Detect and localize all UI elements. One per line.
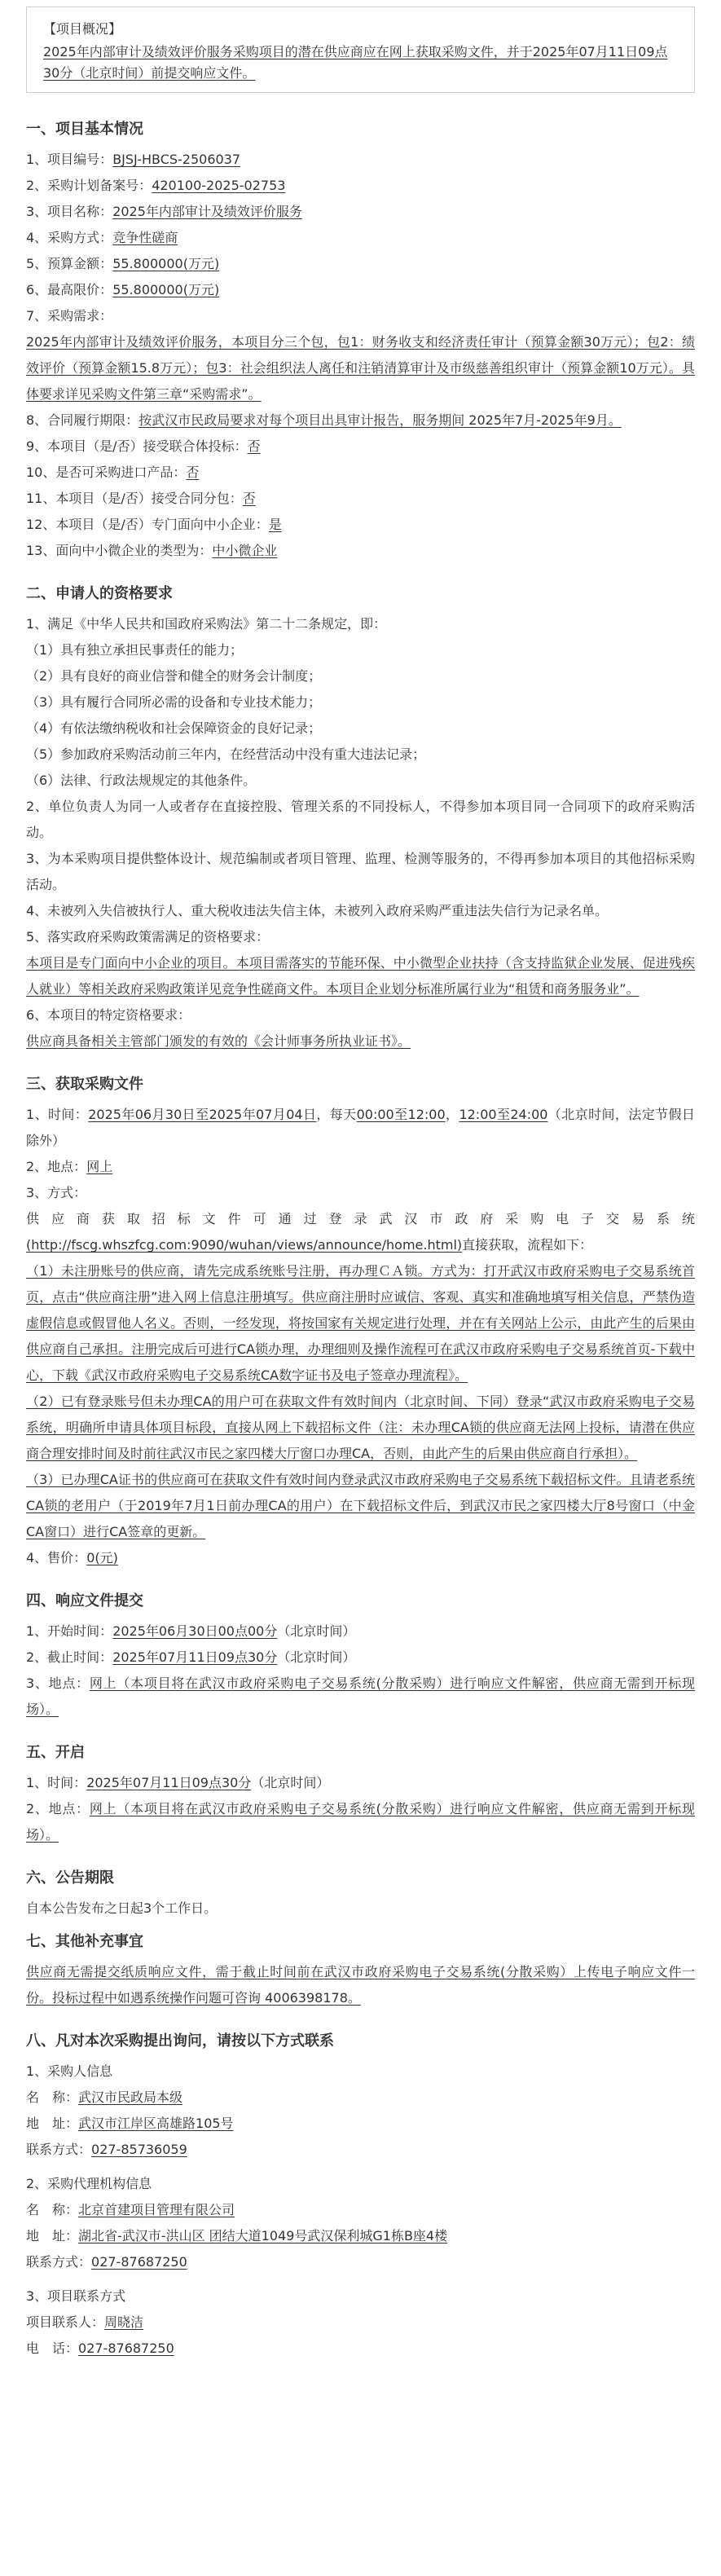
qualification-5: 5、落实政府采购政策需满足的资格要求： — [26, 929, 270, 945]
project-contact-phone: 027-87687250 — [78, 2340, 174, 2356]
section-heading-contacts: 八、凡对本次采购提出询问，请按以下方式联系 — [26, 2032, 334, 2050]
label: 6、最高限价： — [26, 282, 113, 297]
subcontract-line — [26, 486, 695, 512]
text: （北京时间） — [277, 1623, 356, 1639]
label: 1、时间： — [26, 1775, 87, 1790]
section-heading-other-matters: 七、其他补充事宜 — [26, 1933, 143, 1950]
label: 地 址： — [26, 2228, 79, 2244]
other-matters-text: 供应商无需提交纸质响应文件，需于截止时间前在武汉市政府采购电子交易系统(分散采购）上传电子响应文件一份。投标过程中如遇系统操作问题可咨询 4006398178。 — [26, 1964, 695, 2006]
qualification-1: 1、满足《中华人民共和国政府采购法》第二十二条规定，即： — [26, 616, 387, 632]
submission-start-line — [26, 1618, 695, 1645]
qualification-1-item: （5）参加政府采购活动前三年内，在经营活动中没有重大违法记录； — [26, 746, 426, 762]
agency-address-line — [26, 2223, 695, 2249]
label: 地 址： — [26, 2116, 79, 2131]
label: 5、预算金额： — [26, 256, 113, 271]
label: 13、面向中小微企业的类型为： — [26, 543, 213, 558]
qualification-6-detail: 供应商具备相关主管部门颁发的有效的《会计师事务所执业证书》。 — [26, 1033, 411, 1049]
opening-time-line — [26, 1770, 695, 1796]
project-number: BJSJ-HBCS-2506037 — [112, 152, 241, 167]
purchaser-name-line — [26, 2085, 695, 2111]
qualification-3: 3、为本采购项目提供整体设计、规范编制或者项目管理、监理、检测等服务的，不得再参加本项目的其他招标采购活动。 — [26, 851, 695, 892]
notice-period-text: 自本公告发布之日起3个工作日。 — [26, 1900, 218, 1916]
text: ，每天 — [316, 1107, 357, 1122]
contract-period-line — [26, 407, 695, 434]
opening-time: 2025年07月11日09点30分 — [86, 1775, 252, 1790]
system-url-link[interactable]: (http://fscg.whszfcg.com:9090/wuhan/views/announce/home.html) — [26, 1237, 463, 1253]
import-line — [26, 460, 695, 486]
sme-type: 中小微企业 — [212, 543, 278, 558]
spacer — [26, 2163, 695, 2171]
qualification-1-item: （3）具有履行合同所必需的设备和专业技术能力； — [26, 694, 322, 710]
budget-amount: 55.800000(万元) — [112, 256, 220, 271]
label: 名 称： — [26, 2202, 79, 2217]
method-step-1: （1）未注册账号的供应商，请先完成系统账号注册，再办理ＣＡ锁。方式为：打开武汉市政府采购电子交易系统首页，点击“供应商注册”进入网上信息注册填写。供应商注册时应诚信、客观、真实和准确地填写相关信息，严禁伪造虚假信息或假冒他人名义。否则，一经发现，将按国家有关规定进行处理，并在有关网站上公示，由此产生的后果由供应商自己承担。注册完成后可进行CA锁办理，办理细则及操作流程可在武汉市政府采购电子交易系统首页-下载中心，下载《武汉市政府采购电子交易系统CA数字证书及电子签章办理流程》。 — [26, 1263, 695, 1383]
qualification-1-item: （4）有依法缴纳税收和社会保障资金的良好记录； — [26, 720, 322, 736]
purchaser-phone: 027-85736059 — [91, 2142, 187, 2157]
label: 联系方式： — [26, 2142, 92, 2157]
label: 2、地点： — [26, 1801, 90, 1816]
purchaser-phone-line — [26, 2137, 695, 2163]
project-contact-phone-line — [26, 2336, 695, 2362]
section-heading-qualifications: 二、申请人的资格要求 — [26, 585, 173, 602]
method-step-3: （3）已办理CA证书的供应商可在获取文件有效时间内登录武汉市政府采购电子交易系统下载招标文件。且请老系统CA锁的老用户（于2019年7月1日前办理CA的用户）在下载招标文件后，到武汉市民之家四楼大厅8号窗口（中金CA窗口）进行CA签章的更新。 — [26, 1472, 695, 1539]
project-overview-box — [26, 7, 695, 93]
label: 9、本项目（是/否）接受联合体投标： — [26, 438, 248, 454]
qualification-4: 4、未被列入失信被执行人、重大税收违法失信主体，未被列入政府采购严重违法失信行为记录名单。 — [26, 903, 609, 918]
purchaser-info-title: 1、采购人信息 — [26, 2063, 113, 2079]
qualification-5-detail: 本项目是专门面向中小企业的项目。本项目需落实的节能环保、中小微型企业扶持（含支持监狱企业发展、促进残疾人就业）等相关政府采购政策详见竞争性磋商文件。本项目企业划分标准所属行业为“租赁和商务服务业”。 — [26, 955, 695, 997]
obtain-method-label: 3、方式： — [26, 1185, 87, 1200]
text: （北京时间） — [251, 1775, 330, 1790]
spacer — [26, 2275, 695, 2283]
procurement-method: 竞争性磋商 — [112, 230, 178, 245]
qualification-1-item: （1）具有独立承担民事责任的能力； — [26, 642, 244, 658]
submission-deadline-line — [26, 1645, 695, 1671]
document-price: 0(元) — [86, 1550, 118, 1565]
obtain-method-text: 供应商获取招标文件可通过登录武汉市政府采购电子交易系统 — [26, 1211, 695, 1226]
import-value: 否 — [186, 465, 200, 480]
overview-text: 2025年内部审计及绩效评价服务采购项目的潜在供应商应在网上获取采购文件，并于2025年07月11日09点30分（北京时间）前提交响应文件。 — [43, 44, 668, 81]
label: 2、截止时间： — [26, 1649, 113, 1665]
budget-line — [26, 251, 695, 277]
text: （北京时间） — [277, 1649, 356, 1665]
label: 12、本项目（是/否）专门面向中小企业： — [26, 517, 269, 532]
overview-title: 【项目概况】 — [43, 21, 122, 37]
qualification-1-item: （2）具有良好的商业信誉和健全的财务会计制度； — [26, 668, 322, 684]
consortium-line — [26, 434, 695, 460]
label: 10、是否可采购进口产品： — [26, 465, 187, 480]
section-heading-submission: 四、响应文件提交 — [26, 1592, 143, 1609]
label: 8、合同履行期限： — [26, 412, 139, 428]
sme-line — [26, 512, 695, 538]
submission-place: 网上（本项目将在武汉市政府采购电子交易系统(分散采购）进行响应文件解密，供应商无需到开标现场）。 — [26, 1676, 695, 1717]
purchaser-address: 武汉市江岸区高雄路105号 — [78, 2116, 234, 2131]
procurement-method-line — [26, 225, 695, 251]
label: 名 称： — [26, 2089, 79, 2105]
label: 电 话： — [26, 2340, 79, 2356]
plan-number-line — [26, 173, 695, 199]
obtain-time-morning: 00:00至12:00 — [356, 1107, 446, 1122]
demand-text: 2025年内部审计及绩效评价服务，本项目分三个包，包1：财务收支和经济责任审计（预算金额30万元）；包2：绩效评价（预算金额15.8万元）；包3：社会组织法人离任和注销清算审计及市级慈善组织审计（预算金额10万元）。具体要求详见采购文件第三章“采购需求”。 — [26, 334, 695, 402]
section-heading-basic-info: 一、项目基本情况 — [26, 121, 143, 138]
label: 11、本项目（是/否）接受合同分包： — [26, 491, 243, 506]
purchaser-address-line — [26, 2111, 695, 2137]
consortium-value: 否 — [247, 438, 261, 454]
method-step-2: （2）已有登录账号但未办理CA的用户可在获取文件有效时间内（北京时间、下同）登录“武汉市政府采购电子交易系统，明确所申请具体项目标段，直接从网上下载招标文件（注：未办理CA锁的供应商无法网上投标，请潜在供应商合理安排时间及时前往武汉市民之家四楼大厅窗口办理CA，否则，由此产生的后果由供应商自行承担）。 — [26, 1394, 695, 1461]
demand-label: 7、采购需求： — [26, 308, 113, 324]
label: 1、项目编号： — [26, 152, 113, 167]
submission-start-time: 2025年06月30日00点00分 — [112, 1623, 278, 1639]
price-line — [26, 1545, 695, 1571]
section-heading-notice-period: 六、公告期限 — [26, 1869, 114, 1887]
plan-number: 420100-2025-02753 — [152, 178, 286, 193]
obtain-place: 网上 — [86, 1159, 113, 1174]
section-heading-obtain-documents: 三、获取采购文件 — [26, 1076, 143, 1093]
label: 1、开始时间： — [26, 1623, 113, 1639]
project-name-line — [26, 199, 695, 225]
qualification-6: 6、本项目的特定资格要求： — [26, 1007, 191, 1023]
label: 3、项目名称： — [26, 204, 113, 219]
agency-phone-line — [26, 2249, 695, 2275]
text: （北京时间，法定节假日除外） — [26, 1107, 695, 1148]
sme-value: 是 — [268, 517, 282, 532]
project-name: 2025年内部审计及绩效评价服务 — [112, 204, 302, 219]
label: 2、采购计划备案号： — [26, 178, 152, 193]
agency-address: 湖北省-武汉市-洪山区 团结大道1049号武汉保利城G1栋B座4楼 — [78, 2228, 448, 2244]
label: 联系方式： — [26, 2254, 92, 2270]
agency-name: 北京首建项目管理有限公司 — [78, 2202, 235, 2217]
purchaser-name: 武汉市民政局本级 — [78, 2089, 183, 2105]
label: 4、售价： — [26, 1550, 87, 1565]
qualification-1-item: （6）法律、行政法规规定的其他条件。 — [26, 773, 257, 788]
label: 项目联系人： — [26, 2314, 105, 2330]
agency-phone: 027-87687250 — [91, 2254, 187, 2270]
obtain-date-range: 2025年06月30日至2025年07月04日 — [88, 1107, 317, 1122]
section-heading-opening: 五、开启 — [26, 1744, 85, 1761]
sme-type-line — [26, 538, 695, 564]
submission-place-line — [26, 1671, 695, 1723]
project-contact-person-line — [26, 2310, 695, 2336]
opening-place: 网上（本项目将在武汉市政府采购电子交易系统(分散采购）进行响应文件解密，供应商无需到开标现场）。 — [26, 1801, 695, 1843]
text: ， — [445, 1107, 459, 1122]
agency-name-line — [26, 2197, 695, 2223]
qualification-2: 2、单位负责人为同一人或者存在直接控股、管理关系的不同投标人，不得参加本项目同一合同项下的政府采购活动。 — [26, 799, 695, 840]
project-contact-title: 3、项目联系方式 — [26, 2288, 126, 2304]
project-contact-person: 周晓洁 — [104, 2314, 144, 2330]
obtain-place-line — [26, 1154, 695, 1180]
label: 2、地点： — [26, 1159, 87, 1174]
label: 3、地点： — [26, 1676, 90, 1691]
max-price: 55.800000(万元) — [112, 282, 220, 297]
contract-period: 按武汉市民政局要求对每个项目出具审计报告，服务期间 2025年7月-2025年9月。 — [138, 412, 622, 428]
subcontract-value: 否 — [242, 491, 256, 506]
text: 直接获取，流程如下： — [462, 1237, 593, 1253]
agency-info-title: 2、采购代理机构信息 — [26, 2176, 152, 2191]
obtain-time-line — [26, 1102, 695, 1154]
obtain-method-url-line — [26, 1232, 695, 1258]
max-price-line — [26, 277, 695, 303]
submission-deadline: 2025年07月11日09点30分 — [112, 1649, 278, 1665]
obtain-time-afternoon: 12:00至24:00 — [459, 1107, 548, 1122]
label: 1、时间： — [26, 1107, 89, 1122]
opening-place-line — [26, 1796, 695, 1848]
label: 4、采购方式： — [26, 230, 113, 245]
project-number-line — [26, 147, 695, 173]
